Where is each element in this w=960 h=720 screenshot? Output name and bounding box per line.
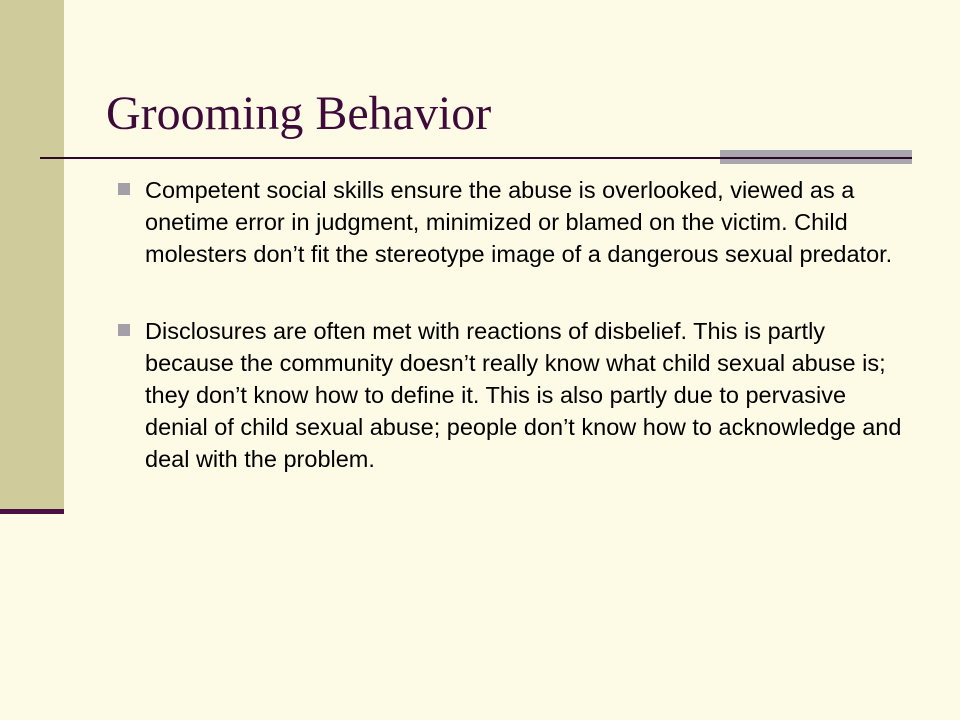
bullet-text: Disclosures are often met with reactions of disbelief. This is partly because the community doesn’t really know what child sexual abuse is; they don’t know how to define it. This is also partly due to pervasive denial of child sexual abuse; people don’t know how to acknowledge and deal with the problem. <box>145 318 902 472</box>
title-divider-line <box>40 157 720 159</box>
square-bullet-icon <box>118 324 130 336</box>
slide-title: Grooming Behavior <box>106 87 492 140</box>
left-accent-bar <box>0 0 64 512</box>
bullet-text: Competent social skills ensure the abuse is overlooked, viewed as a onetime error in judgment, minimized or blamed on the victim. Child molesters don’t fit the stereotype image of a dangerous sexual predator. <box>145 177 893 267</box>
bullet-item <box>118 315 908 475</box>
title-divider-accent <box>720 150 912 164</box>
bullet-item <box>118 174 908 270</box>
bullet-list <box>118 174 908 520</box>
left-accent-underline <box>0 509 64 514</box>
square-bullet-icon <box>118 183 130 195</box>
